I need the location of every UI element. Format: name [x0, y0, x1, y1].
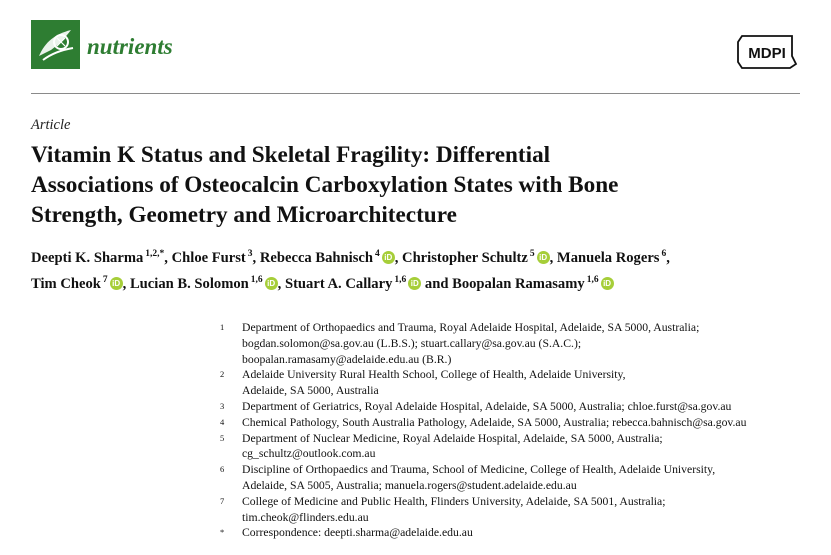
affiliation-text — [242, 320, 820, 367]
orcid-icon[interactable]: iD — [382, 251, 395, 264]
affiliation-line: Department of Orthopaedics and Trauma, Royal Adelaide Hospital, Adelaide, SA 5000, Australia; — [242, 321, 700, 334]
journal-name: nutrients — [87, 34, 173, 59]
orcid-icon[interactable]: iD — [537, 251, 550, 264]
affiliation-number: 4 — [220, 416, 225, 427]
affiliation-line: Adelaide, SA 5005, Australia; manuela.rogers@student.adelaide.edu.au — [242, 478, 577, 492]
paper-title — [31, 140, 811, 230]
orcid-icon[interactable]: iD — [110, 277, 123, 290]
affiliation-text — [242, 494, 820, 526]
affiliation-number: 7 — [220, 495, 225, 506]
author-separator: , — [164, 250, 168, 266]
author-separator: , — [394, 250, 399, 266]
author-name: and Boopalan Ramasamy — [424, 276, 585, 292]
title-line: Associations of Osteocalcin Carboxylation States with Bone — [31, 172, 619, 198]
affiliation-line: Department of Geriatrics, Royal Adelaide Hospital, Adelaide, SA 5000, Australia; chloe.furst@sa.gov.au — [242, 399, 732, 413]
affiliation-line: Correspondence: deepti.sharma@adelaide.edu.au — [242, 526, 473, 540]
author-list — [31, 245, 821, 297]
author-name: Chloe Furst — [171, 250, 246, 266]
affiliation-item — [220, 415, 820, 431]
author[interactable] — [557, 250, 670, 266]
affiliation-text — [242, 431, 820, 463]
author[interactable] — [31, 250, 168, 266]
affiliation-number: 2 — [220, 369, 225, 380]
affiliation-item — [220, 320, 820, 367]
author-name: Christopher Schultz — [402, 250, 528, 266]
affiliation-line: College of Medicine and Public Health, Flinders University, Adelaide, SA 5001, Australia; — [242, 494, 666, 508]
title-line: Vitamin K Status and Skeletal Fragility: Differential — [31, 142, 551, 168]
affiliation-number: 6 — [220, 464, 225, 475]
affiliation-line: bogdan.solomon@sa.gov.au (L.B.S.); stuart.callary@sa.gov.au (S.A.C.); — [242, 336, 582, 350]
author-separator: , — [666, 250, 670, 266]
affiliation-line: cg_schultz@outlook.com.au — [242, 447, 376, 461]
author-line — [31, 245, 821, 271]
author[interactable] — [172, 250, 257, 266]
author-affiliation-marker: 4 — [374, 249, 380, 260]
affiliation-text — [242, 525, 820, 541]
author-separator: , — [252, 250, 257, 266]
author-name: Rebecca Bahnisch — [259, 250, 373, 266]
article-type: Article — [31, 117, 71, 133]
author-affiliation-marker: 7 — [102, 275, 108, 286]
author-line — [31, 271, 821, 297]
author-name: Lucian B. Solomon — [129, 276, 249, 292]
author-separator: , — [122, 276, 127, 292]
author-affiliation-marker: 5 — [529, 249, 535, 260]
author[interactable] — [130, 276, 281, 292]
author[interactable] — [260, 250, 399, 266]
affiliation-text — [242, 367, 820, 399]
author[interactable] — [402, 250, 553, 266]
author-name: Tim Cheok — [31, 276, 101, 292]
orcid-icon[interactable]: iD — [601, 277, 614, 290]
author-affiliation-marker: 1,6 — [394, 275, 407, 286]
affiliation-item — [220, 494, 820, 526]
author-affiliation-marker: 1,6 — [586, 275, 599, 286]
affiliation-line: boopalan.ramasamy@adelaide.edu.au (B.R.) — [242, 352, 452, 366]
affiliation-line: Adelaide, SA 5000, Australia — [242, 384, 379, 398]
header-divider — [31, 93, 800, 94]
author-name: Manuela Rogers — [556, 250, 660, 266]
journal-logo — [31, 20, 80, 69]
affiliation-number: 1 — [220, 322, 225, 332]
affiliation-number: 3 — [220, 400, 225, 411]
author-name: Deepti K. Sharma — [31, 250, 144, 266]
affiliation-item — [220, 399, 820, 415]
author-affiliation-marker: 1,2,* — [145, 249, 165, 260]
publisher-logo — [736, 34, 798, 70]
affiliation-item — [220, 431, 820, 463]
affiliation-number: 5 — [220, 432, 225, 443]
affiliation-text — [242, 462, 820, 494]
affiliation-line: tim.cheok@flinders.edu.au — [242, 510, 369, 524]
affiliation-number: * — [220, 527, 225, 538]
affiliation-line: Adelaide University Rural Health School, College of Health, Adelaide University, — [242, 368, 626, 382]
author-affiliation-marker: 3 — [247, 249, 253, 260]
affiliation-line: Chemical Pathology, South Australia Pathology, Adelaide, SA 5000, Australia; rebecca.bahnisch@sa.gov.au — [242, 415, 747, 429]
author-affiliation-marker: 1,6 — [250, 275, 263, 286]
affiliation-item — [220, 462, 820, 494]
publisher-name: MDPI — [748, 45, 786, 62]
affiliation-text — [242, 415, 820, 431]
orcid-icon[interactable]: iD — [265, 277, 278, 290]
title-line: Strength, Geometry and Microarchitecture — [31, 202, 457, 228]
author[interactable] — [31, 276, 126, 292]
author[interactable] — [425, 276, 614, 292]
author[interactable] — [285, 276, 421, 292]
affiliation-item — [220, 367, 820, 399]
author-separator: , — [549, 250, 554, 266]
author-separator: , — [277, 276, 282, 292]
affiliation-list — [220, 320, 820, 541]
orcid-icon[interactable]: iD — [408, 277, 421, 290]
affiliation-text — [242, 399, 820, 415]
author-name: Stuart A. Callary — [284, 276, 393, 292]
author-affiliation-marker: 6 — [661, 249, 667, 260]
affiliation-line: Discipline of Orthopaedics and Trauma, School of Medicine, College of Health, Adelaide University, — [242, 463, 716, 477]
affiliation-item — [220, 525, 820, 541]
affiliation-line: Department of Nuclear Medicine, Royal Adelaide Hospital, Adelaide, SA 5000, Australia; — [242, 431, 663, 445]
